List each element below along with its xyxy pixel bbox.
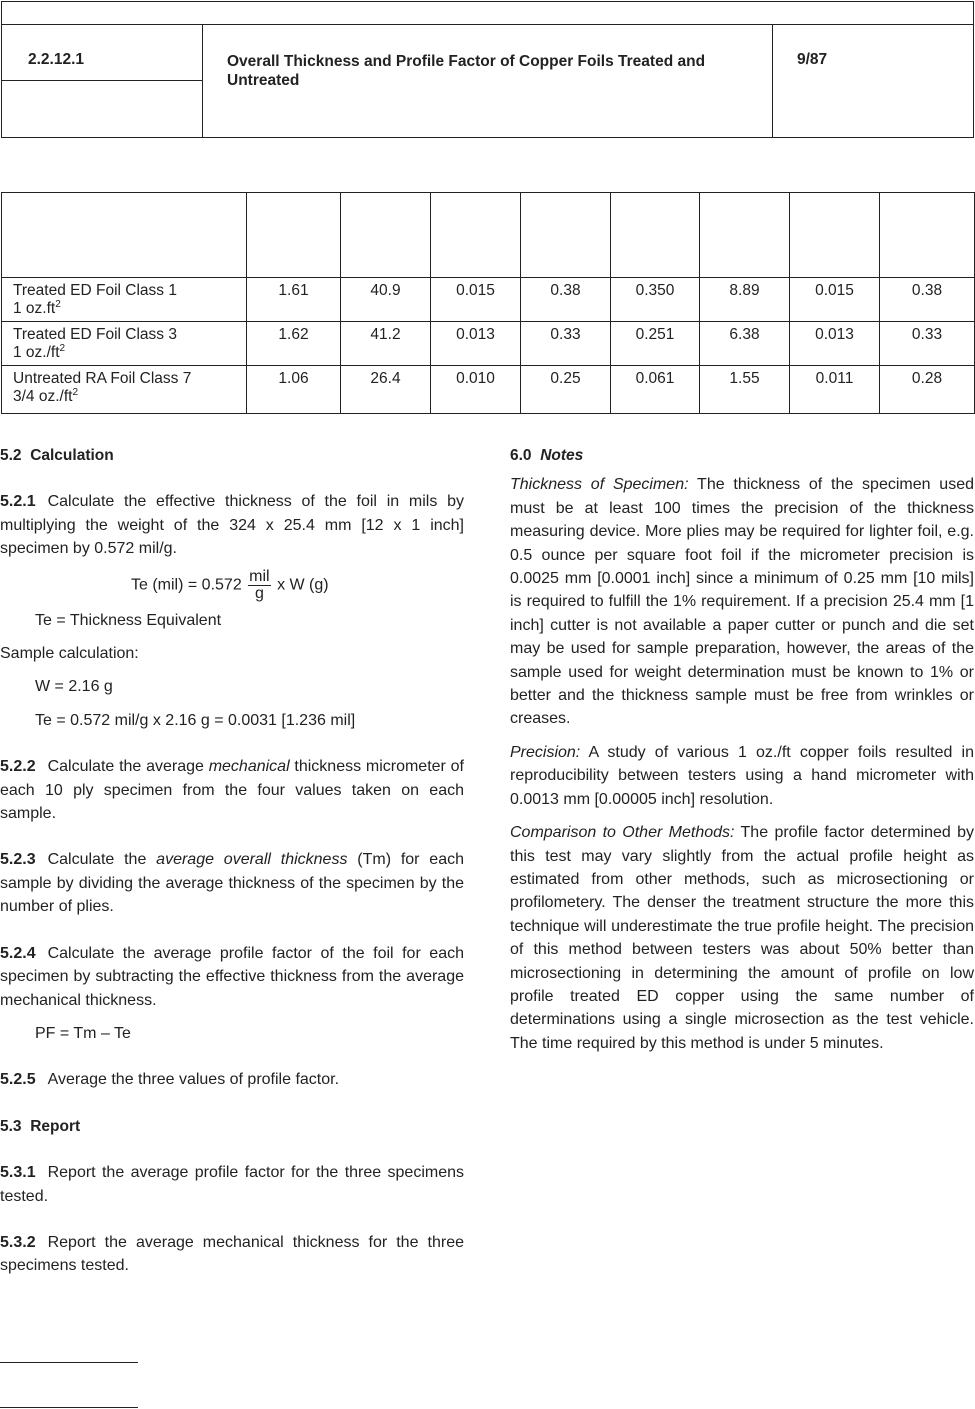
table-cell: 0.061 — [611, 366, 700, 414]
table-cell: 0.251 — [611, 322, 700, 366]
table-row — [2, 322, 975, 366]
formula-fraction: $\frac{\text{mil}}{g}$ — [249, 567, 270, 602]
header-divider — [2, 80, 202, 81]
table-cell: 0.350 — [611, 278, 700, 322]
section-number: 2.2.12.1 — [28, 51, 85, 68]
paragraph-5-3-2: 5.3.2 Report the average mechanical thickness for the three specimens tested. — [0, 1233, 464, 1275]
paragraph-5-2-1: 5.2.1 Calculate the effective thickness of the foil in mils by multiplying the weight of the 324 x 25.4 mm [12 x 1 inch] specimen by 0.572 mil/g. — [0, 493, 464, 558]
revision-date: 9/87 — [797, 51, 828, 68]
table-cell: 0.011 — [790, 366, 880, 414]
paragraph-5-2-2: 5.2.2 Calculate the average mechanical thickness micrometer of each 10 ply specimen from the four values taken on each sample. — [0, 758, 464, 823]
paragraph-5-2-3: 5.2.3 Calculate the average overall thickness (Tm) for each sample by dividing the average thickness of the specimen by the number of plies. — [0, 851, 465, 916]
table-cell: 1.06 — [247, 366, 341, 414]
table-cell: 0.33 — [880, 322, 975, 366]
section-heading-notes: 6.0 Notes — [510, 447, 584, 464]
table-cell: 1.62 — [247, 322, 341, 366]
section-heading-calculation: 5.2 Calculation — [0, 447, 114, 464]
row-label: Treated ED Foil Class 3 1 $oz./ft^2$ — [2, 322, 247, 366]
table-cell: 0.015 — [431, 278, 521, 322]
table-cell: 0.013 — [431, 322, 521, 366]
note-thickness-of-specimen: Thickness of Specimen: The thickness of the specimen used must be at least 100 times the precision of the thickness measuring device. More plies may be required for lighter foil, e.g. 0.5 ounce per square foot foil if the micrometer precision is 0.0025 mm [0.0001 inch] since a minimum of 0.25 mm [10 mils] is required to fulfill the 1% requirement. If a precision 25.4 mm [1 inch] cutter is not available a paper cutter or punch and die set may be used for sample preparation, however, the areas of the sample used for weight determination must be known to 1% or better and the thickness sample must be free from wrinkles or creases. — [510, 476, 975, 728]
row-label: Untreated RA Foil Class 7 3/4 $oz./ft^2$ — [2, 366, 247, 414]
table-cell: 0.015 — [790, 278, 880, 322]
sample-te: Te = 0.572 mil/g x 2.16 g = 0.0031 [1.236 mil] — [35, 711, 356, 729]
table-header-cell — [2, 193, 247, 278]
header-divider — [202, 24, 203, 137]
paragraph-5-3-1: 5.3.1 Report the average profile factor for the three specimens tested. — [0, 1164, 464, 1205]
document-header — [1, 1, 974, 138]
table-cell: 1.61 — [247, 278, 341, 322]
table-cell: 8.89 — [700, 278, 790, 322]
footnote-rule — [0, 1362, 138, 1363]
table-header-cell — [790, 193, 880, 278]
table-header-cell — [341, 193, 431, 278]
sample-calculation-label: Sample calculation: — [0, 645, 139, 663]
results-table — [1, 192, 975, 414]
table-cell: 0.38 — [880, 278, 975, 322]
header-divider — [2, 24, 973, 25]
footnote-rule — [0, 1407, 138, 1408]
header-divider — [772, 24, 773, 137]
table-cell: 0.28 — [880, 366, 975, 414]
paragraph-5-2-4: 5.2.4 Calculate the average profile factor of the foil for each specimen by subtracting the effective thickness from the average mechanical thickness. — [0, 944, 464, 1009]
table-cell: 6.38 — [700, 322, 790, 366]
te-definition: Te = Thickness Equivalent — [35, 611, 222, 629]
document-title: Overall Thickness and Profile Factor of Copper Foils Treated and Untreated — [227, 53, 706, 89]
table-header-cell — [431, 193, 521, 278]
table-cell: 0.33 — [521, 322, 611, 366]
table-cell: 41.2 — [341, 322, 431, 366]
table-header-cell — [611, 193, 700, 278]
table-header-cell — [700, 193, 790, 278]
thickness-formula: Te (mil) = 0.572 $\frac{\text{mil}}{g}$ x W (g) — [131, 567, 329, 602]
table-cell: 0.013 — [790, 322, 880, 366]
note-precision: Precision: A study of various 1 oz./ft copper foils resulted in reproducibility between testers using a hand micrometer with 0.0013 mm [0.00005 inch] resolution. — [510, 743, 974, 808]
table-cell: 1.55 — [700, 366, 790, 414]
row-label: Treated ED Foil Class 1 1 $oz.ft^2$ — [2, 278, 247, 322]
table-header-cell — [880, 193, 975, 278]
profile-factor-formula: PF = Tm – Te — [35, 1024, 131, 1042]
table-row — [2, 278, 975, 322]
table-cell: 0.25 — [521, 366, 611, 414]
section-heading-report: 5.3 Report — [0, 1117, 81, 1135]
table-cell: 0.010 — [431, 366, 521, 414]
table-cell: 0.38 — [521, 278, 611, 322]
table-row — [2, 366, 975, 414]
sample-weight: W = 2.16 g — [35, 678, 113, 696]
table-header-cell — [521, 193, 611, 278]
note-comparison: Comparison to Other Methods: The profile factor determined by this test may vary slightly from the actual profile height as estimated from other methods, such as microsectioning or profilometery. The denser the treatment structure the more this technique will underestimate the true profile height. The precision of this method between testers was about 50% better than microsectioning in determining the amount of profile on low profile treated ED copper using the same number of determinations using a single microsection as the test vehicle. The time required by this method is under 5 minutes. — [510, 824, 975, 1052]
table-cell: 26.4 — [341, 366, 431, 414]
table-cell: 40.9 — [341, 278, 431, 322]
table-header-cell — [247, 193, 341, 278]
left-column — [0, 444, 464, 1278]
paragraph-5-2-5: 5.2.5 Average the three values of profile factor. — [0, 1071, 340, 1089]
table-header-row — [2, 193, 975, 278]
right-column — [510, 444, 974, 1055]
